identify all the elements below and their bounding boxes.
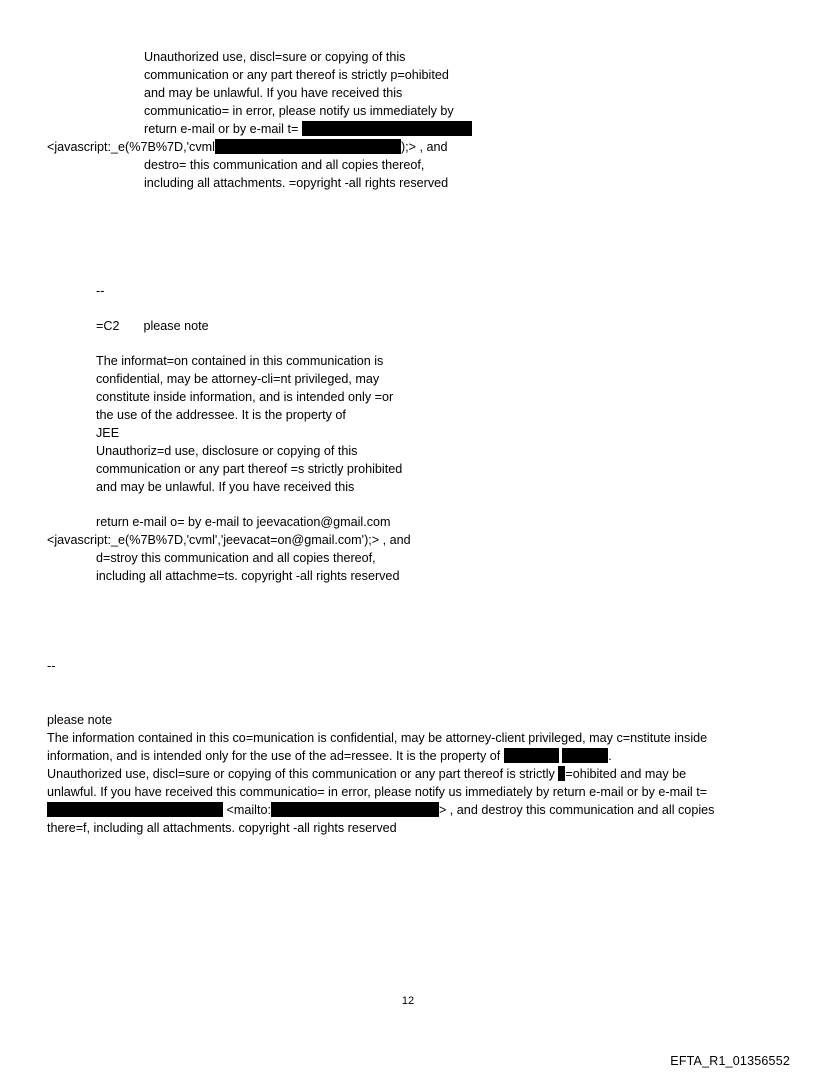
block1-line-1: Unauthorized use, discl=sure or copying of this [144, 50, 406, 64]
separator: -- [47, 659, 56, 673]
block2-line-5: JEE [96, 426, 120, 440]
block1-line-3: and may be unlawful. If you have received this [144, 86, 403, 100]
block2-line-11: d=stroy this communication and all copies thereof, [96, 551, 376, 565]
block3-line-2: The information contained in this co=munication is confidential, may be attorney-client privileged, may c=nstitute inside [47, 731, 708, 745]
block1-line-8: including all attachments. =opyright -all rights reserved [144, 176, 449, 190]
page-number: 12 [401, 995, 415, 1007]
separator: -- [96, 284, 105, 298]
redaction-bar [271, 802, 439, 817]
block3-line-6: <mailto: > , and destroy this communication and all copies [47, 802, 714, 819]
redaction-bar [215, 139, 401, 154]
block1-line-6: <javascript:_e(%7B%7D,'cvml );> , and [47, 140, 448, 154]
block3-line-4: Unauthorized use, discl=sure or copying of this communication or any part thereof is strictly =ohibited and may be [47, 767, 687, 781]
block2-line-2: confidential, may be attorney-cli=nt privileged, may [96, 372, 380, 386]
block3-line-5: unlawful. If you have received this communicatio= in error, please notify us immediately by return e-mail or by e-mail t= [47, 785, 708, 799]
redaction-bar [504, 748, 559, 763]
block3-line-1: please note [47, 713, 113, 727]
block1-line-7: destro= this communication and all copies thereof, [144, 158, 425, 172]
redaction-bar [302, 121, 472, 136]
redaction-bar [562, 748, 608, 763]
block2-line-8: and may be unlawful. If you have received this [96, 480, 355, 494]
block3-line-7: there=f, including all attachments. copyright -all rights reserved [47, 821, 397, 835]
block2-line-9: return e-mail o= by e-mail to jeevacation@gmail.com [96, 515, 391, 529]
block2-line-3: constitute inside information, and is intended only =or [96, 390, 394, 404]
block2-line-4: the use of the addressee. It is the property of [96, 408, 346, 422]
block2-line-12: including all attachme=ts. copyright -all rights reserved [96, 569, 400, 583]
block2-heading: =C2 please note [96, 319, 209, 333]
block1-line-5: return e-mail or by e-mail t= [144, 121, 472, 138]
block2-line-6: Unauthoriz=d use, disclosure or copying of this [96, 444, 358, 458]
redaction-bar [47, 802, 223, 817]
block3-line-3: information, and is intended only for the use of the ad=ressee. It is the property of . [47, 749, 612, 763]
block2-line-10: <javascript:_e(%7B%7D,'cvml','jeevacat=on@gmail.com');> , and [47, 533, 411, 547]
document-id: EFTA_R1_01356552 [670, 1054, 790, 1068]
block1-line-2: communication or any part thereof is strictly p=ohibited [144, 68, 449, 82]
block2-line-7: communication or any part thereof =s strictly prohibited [96, 462, 403, 476]
block1-line-4: communicatio= in error, please notify us immediately by [144, 104, 454, 118]
block2-line-1: The informat=on contained in this communication is [96, 354, 384, 368]
